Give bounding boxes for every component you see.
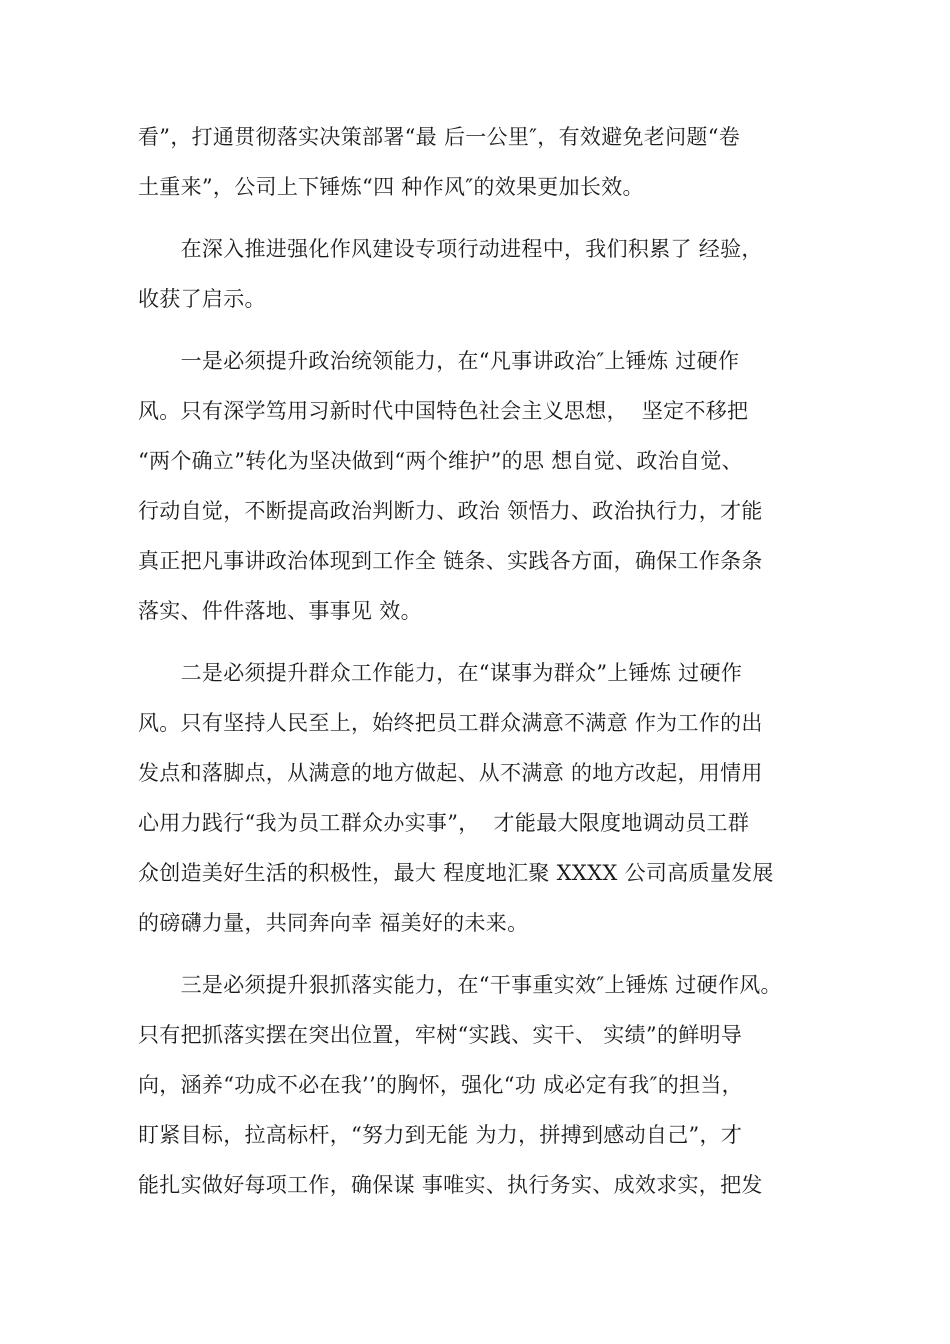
text-line: “两个确立”转化为坚决做到“两个维护”的思 想自觉、政治自觉、: [138, 449, 743, 473]
text-line: 在深入推进强化作风建设专项行动进程中，我们积累了 经验，: [138, 237, 763, 261]
text-line: 发点和落脚点，从满意的地方做起、从不满意 的地方改起，用情用: [138, 761, 763, 785]
text-line: 能扎实做好每项工作，确保谋 事唯实、执行务实、成效求实，把发: [138, 1173, 763, 1197]
text-line: 落实、件件落地、事事见 效。: [138, 599, 422, 623]
text-line: 一是必须提升政治统领能力，在“凡事讲政治″上锤炼 过硬作: [138, 349, 740, 373]
text-line: 盯紧目标，拉高标杆，“努力到无能 为力，拼搏到感动自己”，才: [138, 1123, 743, 1147]
text-line: 向，涵养“功成不必在我’’的胸怀，强化“功 成必定有我″的担当，: [138, 1073, 743, 1097]
text-line: 风。只有深学笃用习新时代中国特色社会主义思想， 坚定不移把: [138, 399, 749, 423]
text-line: 真正把凡事讲政治体现到工作全 链条、实践各方面，确保工作条条: [138, 549, 763, 573]
text-line: 看”，打通贯彻落实决策部署“最 后一公里″，有效避免老问题“卷: [138, 125, 741, 149]
text-line: 二是必须提升群众工作能力，在“谋事为群众”上锤炼 过硬作: [138, 661, 743, 685]
text-line: 只有把抓落实摆在突出位置，牢树“实践、实干、 实绩”的鲜明导: [138, 1023, 743, 1047]
text-line: 收获了启示。: [138, 287, 266, 311]
text-line: 心用力践行“我为员工群众办实事”， 才能最大限度地调动员工群: [138, 811, 750, 835]
text-line: 的磅礴力量，共同奔向幸 福美好的未来。: [138, 911, 529, 935]
text-line: 风。只有坚持人民至上，始终把员工群众满意不满意 作为工作的出: [138, 711, 763, 735]
text-line: 行动自觉，不断提高政治判断力、政治 领悟力、政治执行力，才能: [138, 499, 763, 523]
text-line: 土重来”，公司上下锤炼“四 种作风″的效果更加长效。: [138, 175, 644, 199]
text-line: 众创造美好生活的积极性，最大 程度地汇聚 XXXX 公司高质量发展: [138, 861, 774, 885]
text-line: 三是必须提升狠抓落实能力，在“干事重实效″上锤炼 过硬作风。: [138, 973, 782, 997]
